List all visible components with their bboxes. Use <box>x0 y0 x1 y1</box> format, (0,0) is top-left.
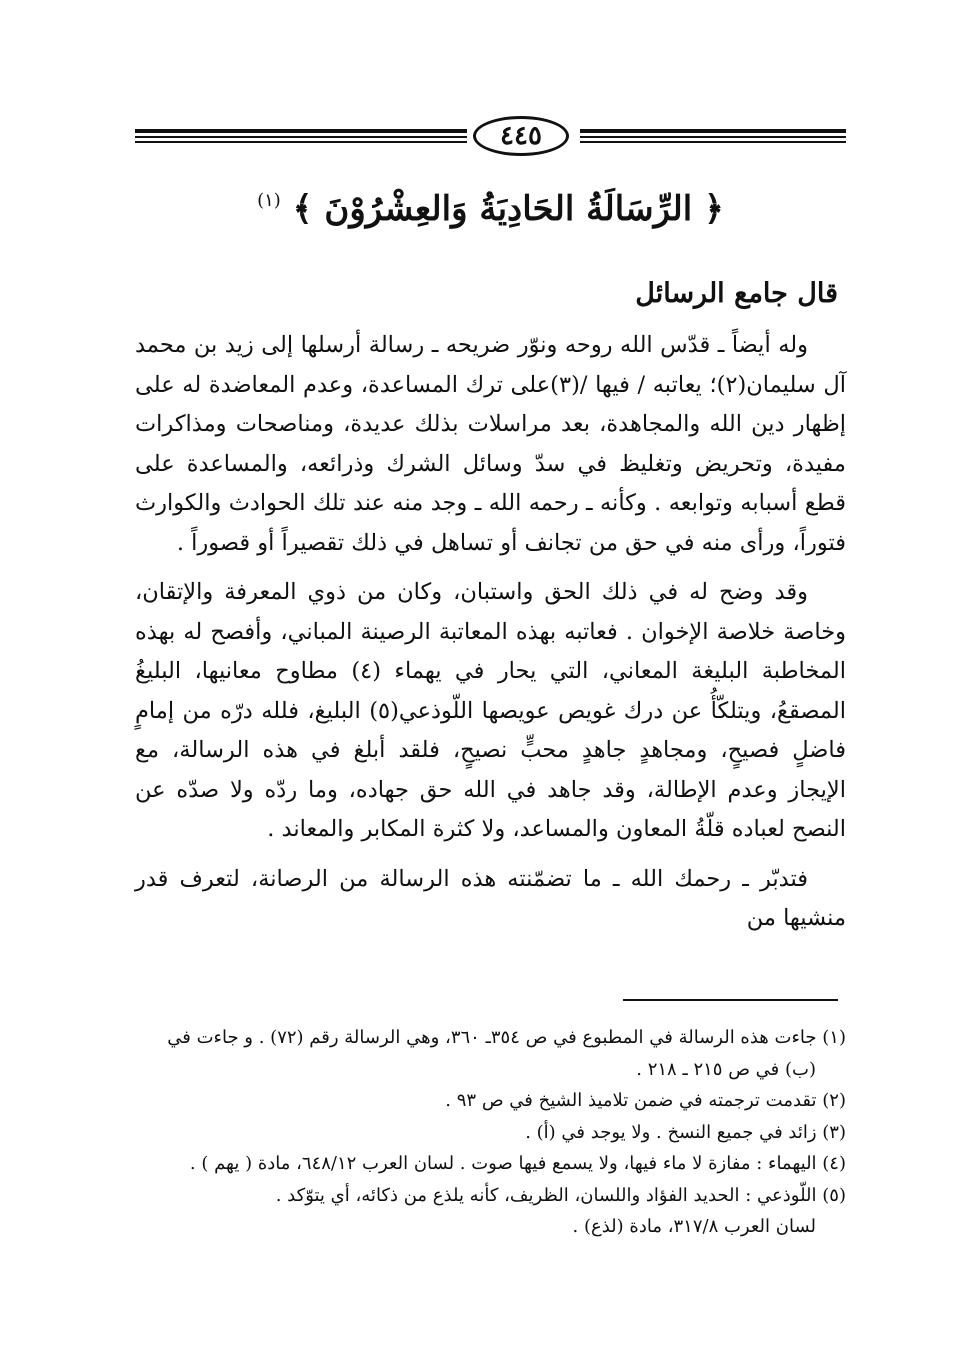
title-footnote-mark: (١) <box>257 190 281 211</box>
footnote: (٢) تقدمت ترجمته في ضمن تلاميذ الشيخ في ص ٩٣ . <box>445 1090 846 1111</box>
header-rule-right <box>580 129 846 143</box>
footnote-continuation: لسان العرب ٣١٧/٨، مادة (لذع) . <box>572 1216 816 1237</box>
header-rule-left <box>135 129 467 143</box>
chapter-title-text: ﴿ الرِّسَالَةُ الحَادِيَةُ وَالعِشْرُوْنَ ﴾ <box>292 189 724 229</box>
footnote: (١) جاءت هذه الرسالة في المطبوع في ص ٣٥٤ـ ٣٦٠، وهي الرسالة رقم (٧٢) . و جاءت في <box>167 1027 846 1048</box>
footnote-separator <box>623 999 838 1001</box>
paragraph: فتدبّر ـ رحمك الله ـ ما تضمّنته هذه الرسالة من الرصانة، لتعرف قدر منشيها من <box>135 865 846 931</box>
chapter-title <box>135 188 846 229</box>
page-number: ٤٤٥ <box>473 116 569 156</box>
paragraph: وقد وضح له في ذلك الحق واستبان، وكان من ذوي المعرفة والإتقان، وخاصة خلاصة الإخوان . فعاتبه بهذه المعاتبة الرصينة المباني، وأفصح له بهذه المخاطبة البليغة المعاني، التي يحار في يهماء (٤) مطاوح معانيها، البليغُ المصقعُ، ويتلكّأُ عن درك غويص عويصها اللّوذعي(٥) البليغ، فلله درّه من إمامٍ فاضلٍ فصيحٍ، ومجاهدٍ جاهدٍ محبٍّ نصيحٍ، فلقد أبلغ في هذه الرسالة، مع الإيجاز وعدم الإطالة، وقد جاهد في الله حق جهاده، وما ردّه ولا صدّه عن النصح لعباده قلّةُ المعاون والمساعد، ولا كثرة المكابر والمعاند . <box>135 579 846 842</box>
section-subheading: قال جامع الرسائل <box>635 278 838 309</box>
footnote: (٥) اللّوذعي : الحديد الفؤاد واللسان، الظريف، كأنه يلذع من ذكائه، أي يتوّكد . <box>275 1184 846 1206</box>
footnote: (٤) اليهماء : مفازة لا ماء فيها، ولا يسمع فيها صوت . لسان العرب ٦٤٨/١٢، مادة ( يهم ) . <box>189 1153 846 1174</box>
footnotes <box>135 1022 846 1243</box>
body-text <box>135 326 846 949</box>
paragraph: وله أيضاً ـ قدّس الله روحه ونوّر ضريحه ـ رسالة أرسلها إلى زيد بن محمد آل سليمان(٢)؛ يعاتبه / فيها /(٣)على ترك المساعدة، وعدم المعاضدة له على إظهار دين الله والمجاهدة، بعد مراسلات بذلك عديدة، ومناصحات ومذاكرات مفيدة، وتحريض وتغليظ في سدّ وسائل الشرك وذرائعه، والمساعدة على قطع أسبابه وتوابعه . وكأنه ـ رحمه الله ـ وجد منه عند تلك الحوادث والكوارث فتوراً، ورأى منه في حق من تجانف أو تساهل في ذلك تقصيراً أو قصوراً . <box>135 332 847 556</box>
footnote: (٣) زائد في جميع النسخ . ولا يوجد في (أ) . <box>525 1121 846 1143</box>
page-header <box>135 112 846 162</box>
footnote-continuation: (ب) في ص ٢١٥ ـ ٢١٨ . <box>636 1058 816 1080</box>
